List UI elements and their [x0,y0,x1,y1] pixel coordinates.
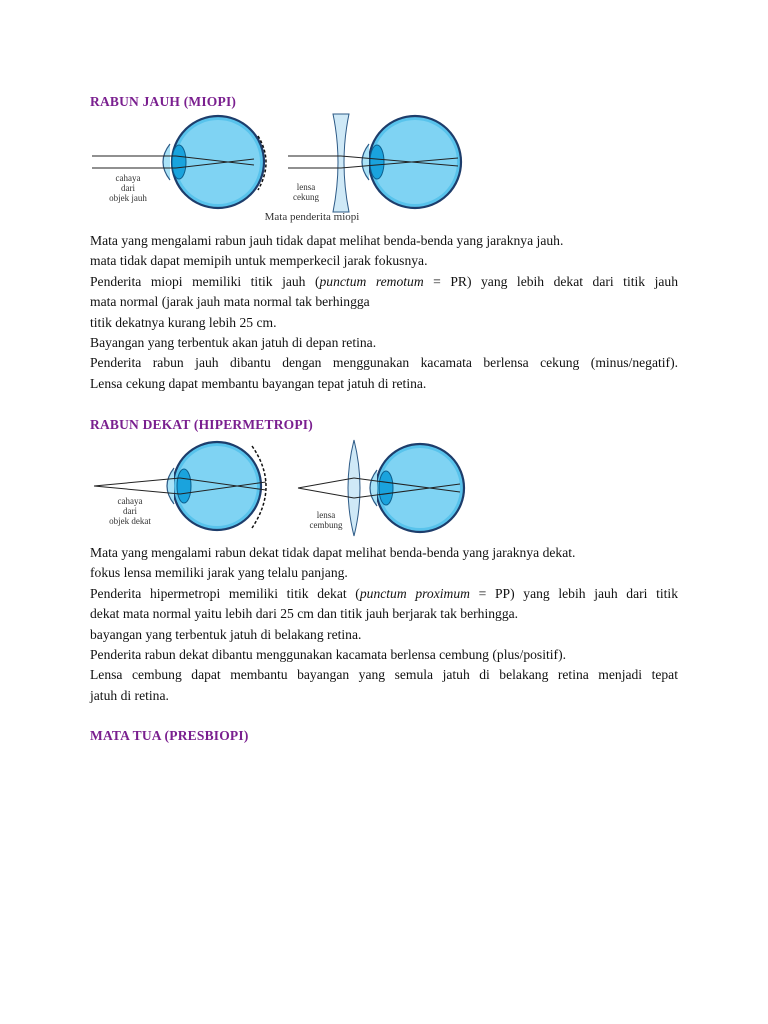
label-right-2: cekung [293,192,319,202]
text-line: mata normal (jarak jauh mata normal tak berhingga [90,294,370,310]
figure-miopi [90,112,470,226]
figure-hipermetropi [90,436,470,540]
heading-miopi: RABUN JAUH (MIOPI) [90,94,237,109]
text-line: fokus lensa memiliki jarak yang telalu panjang. [90,565,348,581]
text-line: Penderita rabun dekat dibantu menggunakan kacamata berlensa cembung (plus/positif). [90,647,567,663]
text-line: Mata yang mengalami rabun jauh tidak dapat melihat benda-benda yang jaraknya jauh. [90,233,564,248]
text-line: Penderita rabun jauh dibantu dengan menggunakan kacamata berlensa cekung (minus/negatif). [90,355,678,371]
figure-caption: Mata penderita miopi [264,211,360,223]
text-line: Lensa cembung dapat membantu bayangan yang semula jatuh di belakang retina menjadi tepat [90,667,678,683]
text-line: Mata yang mengalami rabun dekat tidak dapat melihat benda-benda yang jaraknya dekat. [90,545,576,560]
label-right-2: cembung [309,520,343,530]
text-line: bayangan yang terbentuk jatuh di belakang retina. [90,626,362,642]
label-left-1: cahaya [117,496,143,506]
text-line: dekat mata normal yaitu lebih dari 25 cm dan titik jauh berjarak tak berhingga. [90,606,519,622]
eye-myopic-uncorrected [163,116,266,208]
paragraph-miopi [90,231,678,394]
convex-lens-icon [348,440,360,536]
text-line: mata tidak dapat memipih untuk memperkecil jarak fokusnya. [90,253,428,269]
text-line: titik dekatnya kurang lebih 25 cm. [90,314,277,330]
label-right-1: lensa [296,182,316,192]
text-line: Lensa cekung dapat membantu bayangan tepat jatuh di retina. [90,375,427,391]
text-line: Penderita hipermetropi memiliki titik dekat (punctum proximum = PP) yang lebih jauh dari titik [90,585,678,601]
label-left-3: objek dekat [109,516,151,526]
label-left-1: cahaya [115,173,141,183]
paragraph-hipermetropi [90,543,678,706]
label-left-2: dari [121,183,135,193]
label-left-3: objek jauh [109,193,147,203]
label-left-2: dari [123,506,137,516]
text-line: Bayangan yang terbentuk akan jatuh di depan retina. [90,335,377,351]
concave-lens-icon [333,114,349,212]
eye-hyperopic-corrected [370,444,464,532]
heading-presbiopi: MATA TUA (PRESBIOPI) [90,728,249,743]
label-right-1: lensa [316,510,336,520]
label-object-far [109,173,147,203]
eye-hyperopic-uncorrected [167,442,266,530]
heading-hipermetropi: RABUN DEKAT (HIPERMETROPI) [90,417,313,432]
text-line: Penderita miopi memiliki titik jauh (punctum remotum = PR) yang lebih dekat dari titik jauh [90,273,678,289]
text-line: jatuh di retina. [90,687,169,703]
